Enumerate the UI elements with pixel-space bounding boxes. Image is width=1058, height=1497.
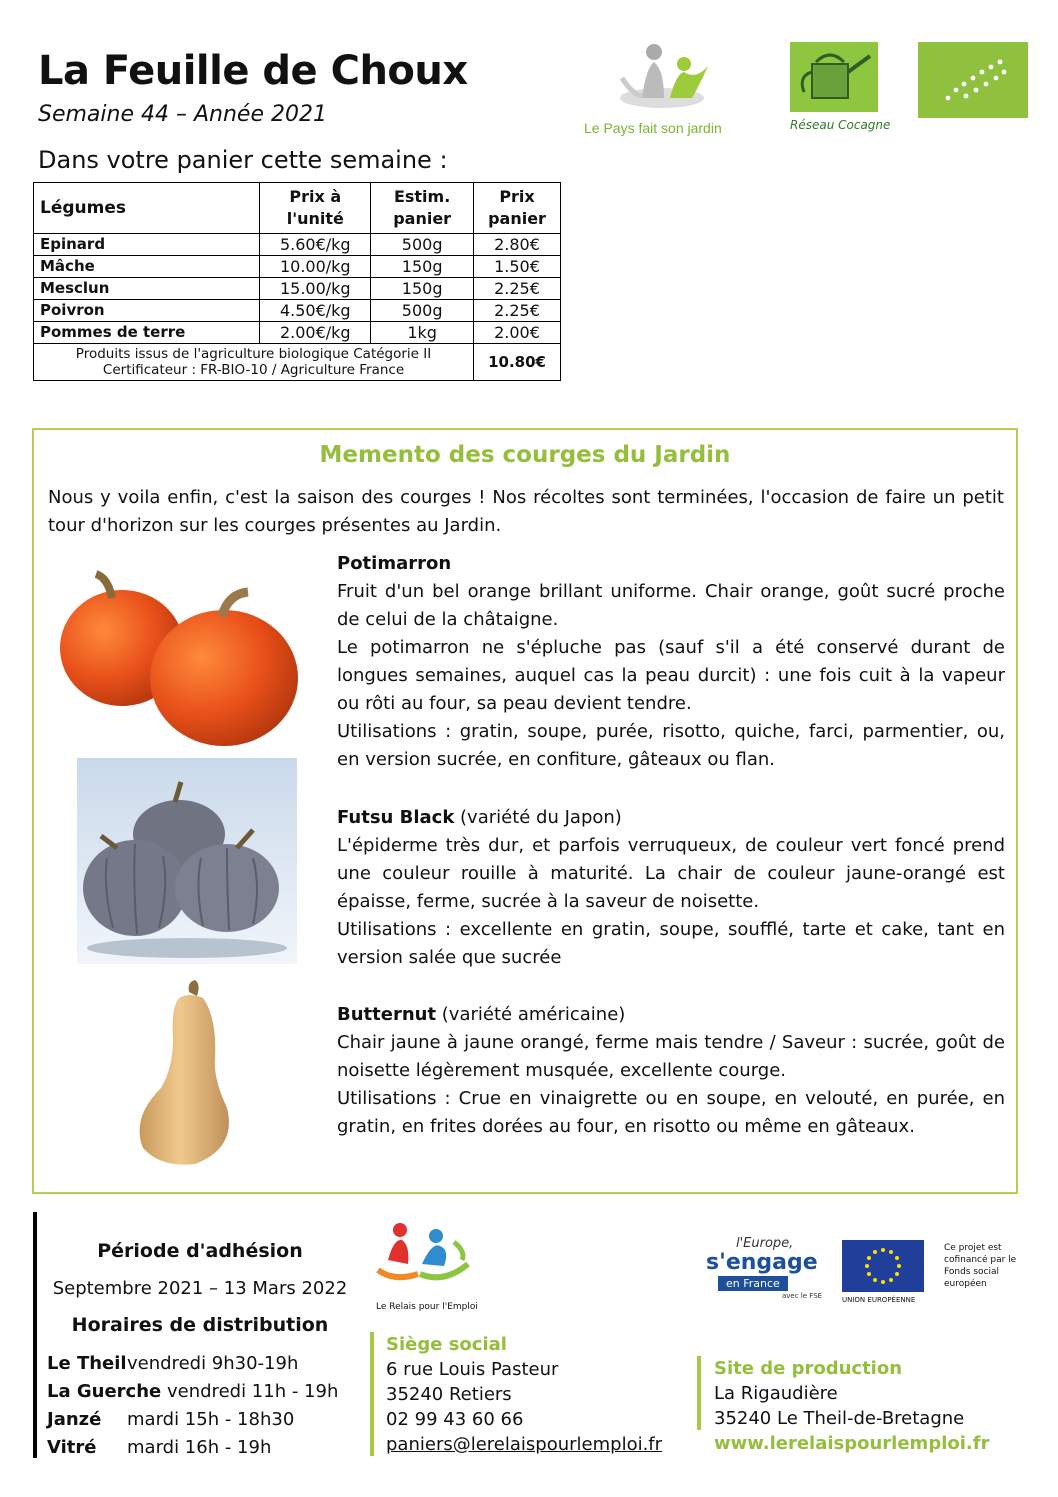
veg-price: 2.25€: [474, 278, 561, 300]
newsletter-title: La Feuille de Choux: [38, 48, 468, 94]
butternut-image: [77, 978, 297, 1170]
table-row: [34, 256, 561, 278]
production-address-2: 35240 Le Theil-de-Bretagne: [714, 1408, 965, 1429]
futsu-desc: L'épiderme très dur, et parfois verruqueux, de couleur vert foncé prend une couleur rouille à maturité. La chair de couleur jaune-orangé est épaisse, ferme, sucrée à la saveur de noisette.: [337, 835, 1005, 912]
schedule-item: Vitré mardi 16h - 19h: [47, 1437, 272, 1458]
eu-organic-logo: [918, 42, 1028, 118]
pays-logo: [612, 38, 722, 118]
veg-name: Mâche: [34, 256, 260, 278]
schedule-item: Janzé mardi 15h - 18h30: [47, 1409, 295, 1430]
veg-name: Mesclun: [34, 278, 260, 300]
production-block: [714, 1356, 989, 1456]
siege-bar: [370, 1332, 374, 1456]
veg-quantity: 500g: [371, 300, 474, 322]
table-row: [34, 322, 561, 344]
siege-address-2: 35240 Retiers: [386, 1384, 512, 1405]
butternut-desc: Chair jaune à jaune orangé, ferme mais tendre / Saveur : sucrée, goût de noisette légèrement musquée, excellente courge.: [337, 1032, 1005, 1081]
veg-quantity: 1kg: [371, 322, 474, 344]
siege-block: [386, 1332, 662, 1457]
veg-unit-price: 5.60€/kg: [260, 234, 371, 256]
production-address-1: La Rigaudière: [714, 1383, 838, 1404]
fse-note: Ce projet est cofinancé par le Fonds social européen: [944, 1243, 1017, 1289]
cocagne-logo-label: Réseau Cocagne: [790, 118, 891, 132]
siege-phone: 02 99 43 60 66: [386, 1409, 524, 1430]
siege-title: Siège social: [386, 1334, 507, 1355]
col-header-vegetables: Légumes: [34, 183, 260, 234]
basket-table: [33, 182, 561, 381]
table-row: [34, 234, 561, 256]
veg-price: 2.25€: [474, 300, 561, 322]
veg-quantity: 500g: [371, 234, 474, 256]
futsu-section: [337, 804, 1005, 972]
potimarron-uses: Utilisations : gratin, soupe, purée, risotto, quiche, farci, parmentier, ou, en version sucrée, en confiture, gâteaux ou flan.: [337, 721, 1005, 770]
footer-left-bar: [33, 1212, 37, 1458]
basket-total: 10.80€: [474, 344, 561, 381]
week-subtitle: Semaine 44 – Année 2021: [38, 102, 327, 127]
veg-quantity: 150g: [371, 278, 474, 300]
production-title: Site de production: [714, 1358, 903, 1379]
veg-price: 2.00€: [474, 322, 561, 344]
schedule-list: [47, 1350, 338, 1462]
siege-address-1: 6 rue Louis Pasteur: [386, 1359, 559, 1380]
veg-unit-price: 2.00€/kg: [260, 322, 371, 344]
memento-box: [32, 428, 1018, 1194]
table-row: [34, 278, 561, 300]
memento-title: Memento des courges du Jardin: [319, 442, 731, 468]
veg-quantity: 150g: [371, 256, 474, 278]
relais-logo: [374, 1220, 474, 1300]
veg-unit-price: 15.00/kg: [260, 278, 371, 300]
adhesion-dates: Septembre 2021 – 13 Mars 2022: [52, 1278, 348, 1299]
table-row: [34, 300, 561, 322]
eu-label: UNION EUROPÉENNE: [842, 1296, 916, 1304]
veg-unit-price: 10.00/kg: [260, 256, 371, 278]
certification-text: Produits issus de l'agriculture biologique Catégorie II Certificateur : FR-BIO-10 / Agriculture France: [34, 344, 474, 381]
eu-flag: [842, 1240, 924, 1292]
col-header-estimate: Estim. panier: [371, 183, 474, 234]
veg-price: 2.80€: [474, 234, 561, 256]
schedule-item: La Guerche vendredi 11h - 19h: [47, 1381, 339, 1402]
certification-row: [34, 344, 561, 381]
europe-engage-main: s'engage: [706, 1250, 818, 1275]
pays-logo-label: Le Pays fait son jardin: [584, 120, 722, 136]
veg-unit-price: 4.50€/kg: [260, 300, 371, 322]
adhesion-title: Période d'adhésion: [97, 1240, 303, 1262]
potimarron-skin: Le potimarron ne s'épluche pas (sauf s'il a été conservé durant de longues semaines, auquel cas la peau durcit) : une fois cuit à la vapeur ou rôti au four, sa peau devient tendre.: [337, 637, 1005, 714]
europe-engage-top: l'Europe,: [736, 1236, 794, 1251]
basket-heading: Dans votre panier cette semaine :: [38, 146, 448, 174]
col-header-unit-price: Prix à l'unité: [260, 183, 371, 234]
cocagne-logo: [790, 42, 878, 112]
futsu-uses: Utilisations : excellente en gratin, soupe, soufflé, tarte et cake, tant en version salée que sucrée: [337, 919, 1005, 968]
production-bar: [697, 1356, 701, 1430]
veg-name: Epinard: [34, 234, 260, 256]
website-link[interactable]: www.lerelaispourlemploi.fr: [714, 1433, 990, 1454]
siege-email-link[interactable]: paniers@lerelaispourlemploi.fr: [386, 1434, 663, 1455]
hours-title: Horaires de distribution: [71, 1314, 329, 1336]
veg-name: Pommes de terre: [34, 322, 260, 344]
potimarron-desc: Fruit d'un bel orange brillant uniforme. Chair orange, goût sucré proche de celui de la châtaigne.: [337, 581, 1005, 630]
europe-engage-small: avec le FSE: [782, 1292, 823, 1300]
schedule-item: Le Theilvendredi 9h30-19h: [47, 1353, 299, 1374]
futsu-image: [77, 758, 297, 964]
europe-engage-logo: [706, 1236, 826, 1300]
europe-engage-sub: en France: [718, 1276, 788, 1291]
potimarron-section: [337, 550, 1005, 774]
butternut-heading: Butternut (variété américaine): [337, 1004, 626, 1025]
butternut-section: [337, 1001, 1005, 1141]
relais-logo-label: Le Relais pour l'Emploi: [376, 1302, 478, 1312]
col-header-price: Prix panier: [474, 183, 561, 234]
butternut-uses: Utilisations : Crue en vinaigrette ou en soupe, en velouté, en purée, en gratin, en frites dorées au four, en risotto ou même en gâteaux.: [337, 1088, 1005, 1137]
veg-name: Poivron: [34, 300, 260, 322]
futsu-heading: Futsu Black (variété du Japon): [337, 807, 622, 828]
potimarron-image: [52, 558, 306, 748]
potimarron-heading: Potimarron: [337, 553, 452, 574]
veg-price: 1.50€: [474, 256, 561, 278]
memento-intro: Nous y voila enfin, c'est la saison des courges ! Nos récoltes sont terminées, l'occasion de faire un petit tour d'horizon sur les courges présentes au Jardin.: [48, 487, 1004, 536]
